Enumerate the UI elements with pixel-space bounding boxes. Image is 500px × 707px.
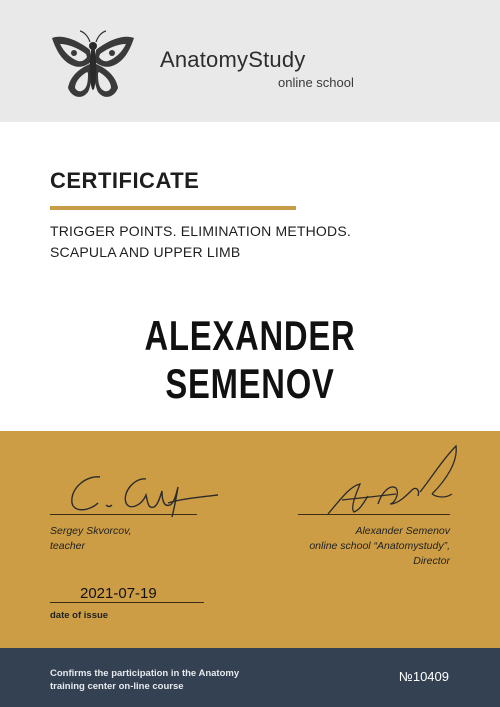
footer-line-2: training center on-line course [50, 681, 184, 692]
issue-date: 2021-07-19 [80, 585, 157, 602]
brand-subtitle: online school [278, 75, 354, 90]
footer [0, 648, 500, 707]
butterfly-icon [50, 28, 136, 102]
director-name: Alexander Semenov [355, 525, 450, 537]
director-signature-line [298, 514, 450, 515]
title-underline [50, 206, 296, 210]
issue-date-label: date of issue [50, 610, 109, 621]
issue-date-line [50, 602, 204, 603]
director-organization: online school “Anatomystudy”, [309, 540, 450, 552]
director-role: Director [413, 555, 450, 567]
teacher-role: teacher [50, 540, 86, 552]
recipient-name: ALEXANDER SEMENOV [144, 312, 356, 407]
brand-name: AnatomyStudy [160, 47, 306, 72]
director-caption [309, 524, 450, 569]
footer-line-1: Confirms the participation in the Anatomy [50, 668, 240, 679]
certificate-number: №10409 [398, 669, 449, 684]
certificate-title: CERTIFICATE [50, 168, 200, 193]
footer-confirmation [50, 667, 290, 693]
director-signature [320, 440, 470, 520]
course-title [50, 221, 450, 263]
header [0, 0, 500, 122]
teacher-signature-line [50, 514, 197, 515]
course-line-1: TRIGGER POINTS. ELIMINATION METHODS. [50, 223, 351, 239]
teacher-caption [50, 524, 132, 554]
teacher-name: Sergey Skvorcov, [50, 525, 132, 537]
course-line-2: SCAPULA AND UPPER LIMB [50, 244, 241, 260]
